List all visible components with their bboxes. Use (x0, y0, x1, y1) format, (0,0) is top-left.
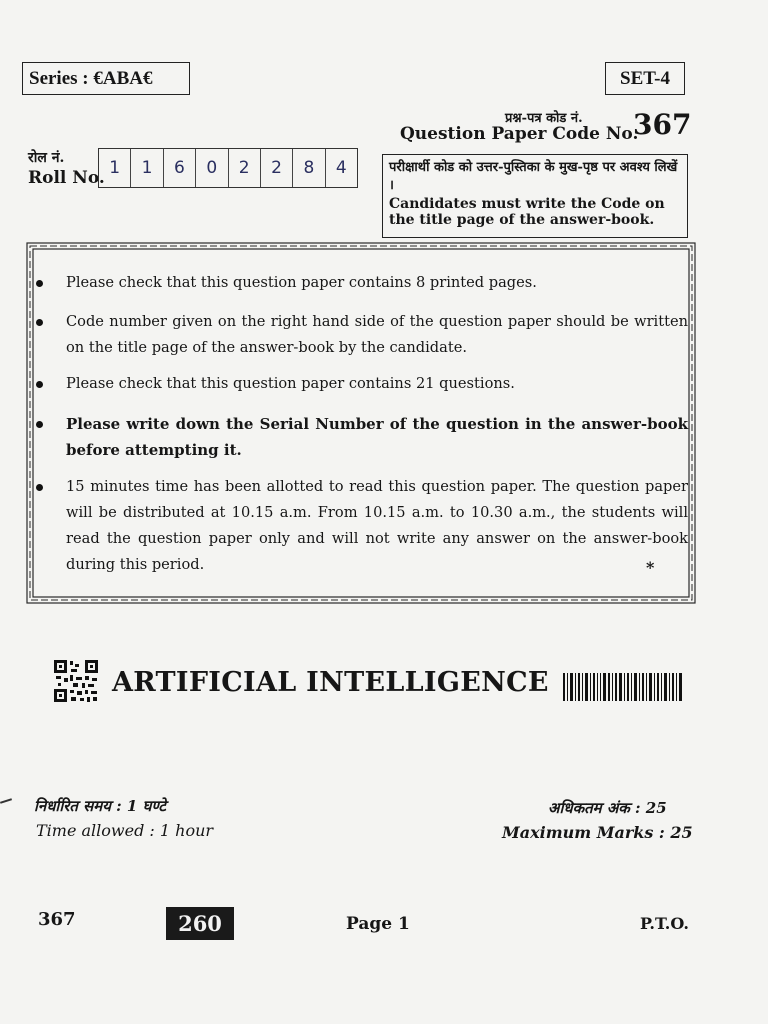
roll-number-boxes[interactable] (98, 148, 358, 188)
instruction-item: Please write down the Serial Number of the question in the answer-book before attempting it. (66, 415, 688, 459)
roll-digit[interactable]: 1 (131, 149, 163, 187)
star-mark: * (646, 558, 655, 577)
instruction-item: Code number given on the right hand side of the question paper should be written on the title page of the answer-book by the candidate. (66, 313, 688, 356)
roll-digit[interactable]: 2 (261, 149, 293, 187)
note-english: Candidates must write the Code on the title page of the answer-book. (389, 196, 665, 228)
barcode-icon (563, 673, 683, 701)
time-allowed: Time allowed : 1 hour (36, 821, 214, 840)
roll-digit[interactable]: 0 (196, 149, 228, 187)
instruction-item: 15 minutes time has been allotted to read this question paper. The question paper will be distributed at 10.15 a.m. From 10.15 a.m. to 10.30 a.m., the students will read the question paper only and will not write any answer on the answer-book during this period. (66, 478, 688, 573)
margin-mark (0, 798, 12, 804)
roll-digit[interactable]: 6 (164, 149, 196, 187)
instructions-panel (24, 240, 698, 606)
bullet-icon (36, 484, 43, 491)
question-paper-code: 367 (633, 108, 692, 141)
code-label: Question Paper Code No. (400, 124, 639, 144)
roll-digit[interactable]: 2 (229, 149, 261, 187)
footer-paper-code: 367 (38, 909, 76, 930)
series-label: Series : €ABA€ (22, 62, 190, 95)
roll-digit[interactable]: 1 (99, 149, 131, 187)
code-instruction-note (382, 154, 688, 238)
qr-code-icon (54, 660, 98, 702)
bullet-icon (36, 319, 43, 326)
set-label: SET-4 (605, 62, 685, 95)
time-allowed-hindi: निर्धारित समय : 1 घण्टे (34, 797, 166, 815)
note-hindi: परीक्षार्थी कोड को उत्तर-पुस्तिका के मुख-पृष्ठ पर अवश्य लिखें । (389, 160, 678, 193)
code-label-hindi: प्रश्न-पत्र कोड नं. (505, 111, 583, 126)
bullet-icon (36, 280, 43, 287)
instruction-item: Please check that this question paper contains 21 questions. (66, 375, 515, 392)
subject-title: ARTIFICIAL INTELLIGENCE (112, 667, 549, 698)
roll-digit[interactable]: 8 (293, 149, 325, 187)
instruction-item: Please check that this question paper contains 8 printed pages. (66, 274, 537, 291)
roll-label-hindi: रोल नं. (28, 150, 65, 166)
roll-digit[interactable]: 4 (335, 158, 347, 178)
pto-label: P.T.O. (640, 914, 689, 933)
roll-label: Roll No. (28, 168, 105, 188)
maximum-marks-hindi: अधिकतम अंक : 25 (548, 799, 667, 817)
page-number: Page 1 (346, 914, 410, 934)
bullet-icon (36, 421, 43, 428)
bullet-icon (36, 381, 43, 388)
footer-badge: 260 (166, 907, 234, 940)
maximum-marks: Maximum Marks : 25 (502, 823, 693, 842)
